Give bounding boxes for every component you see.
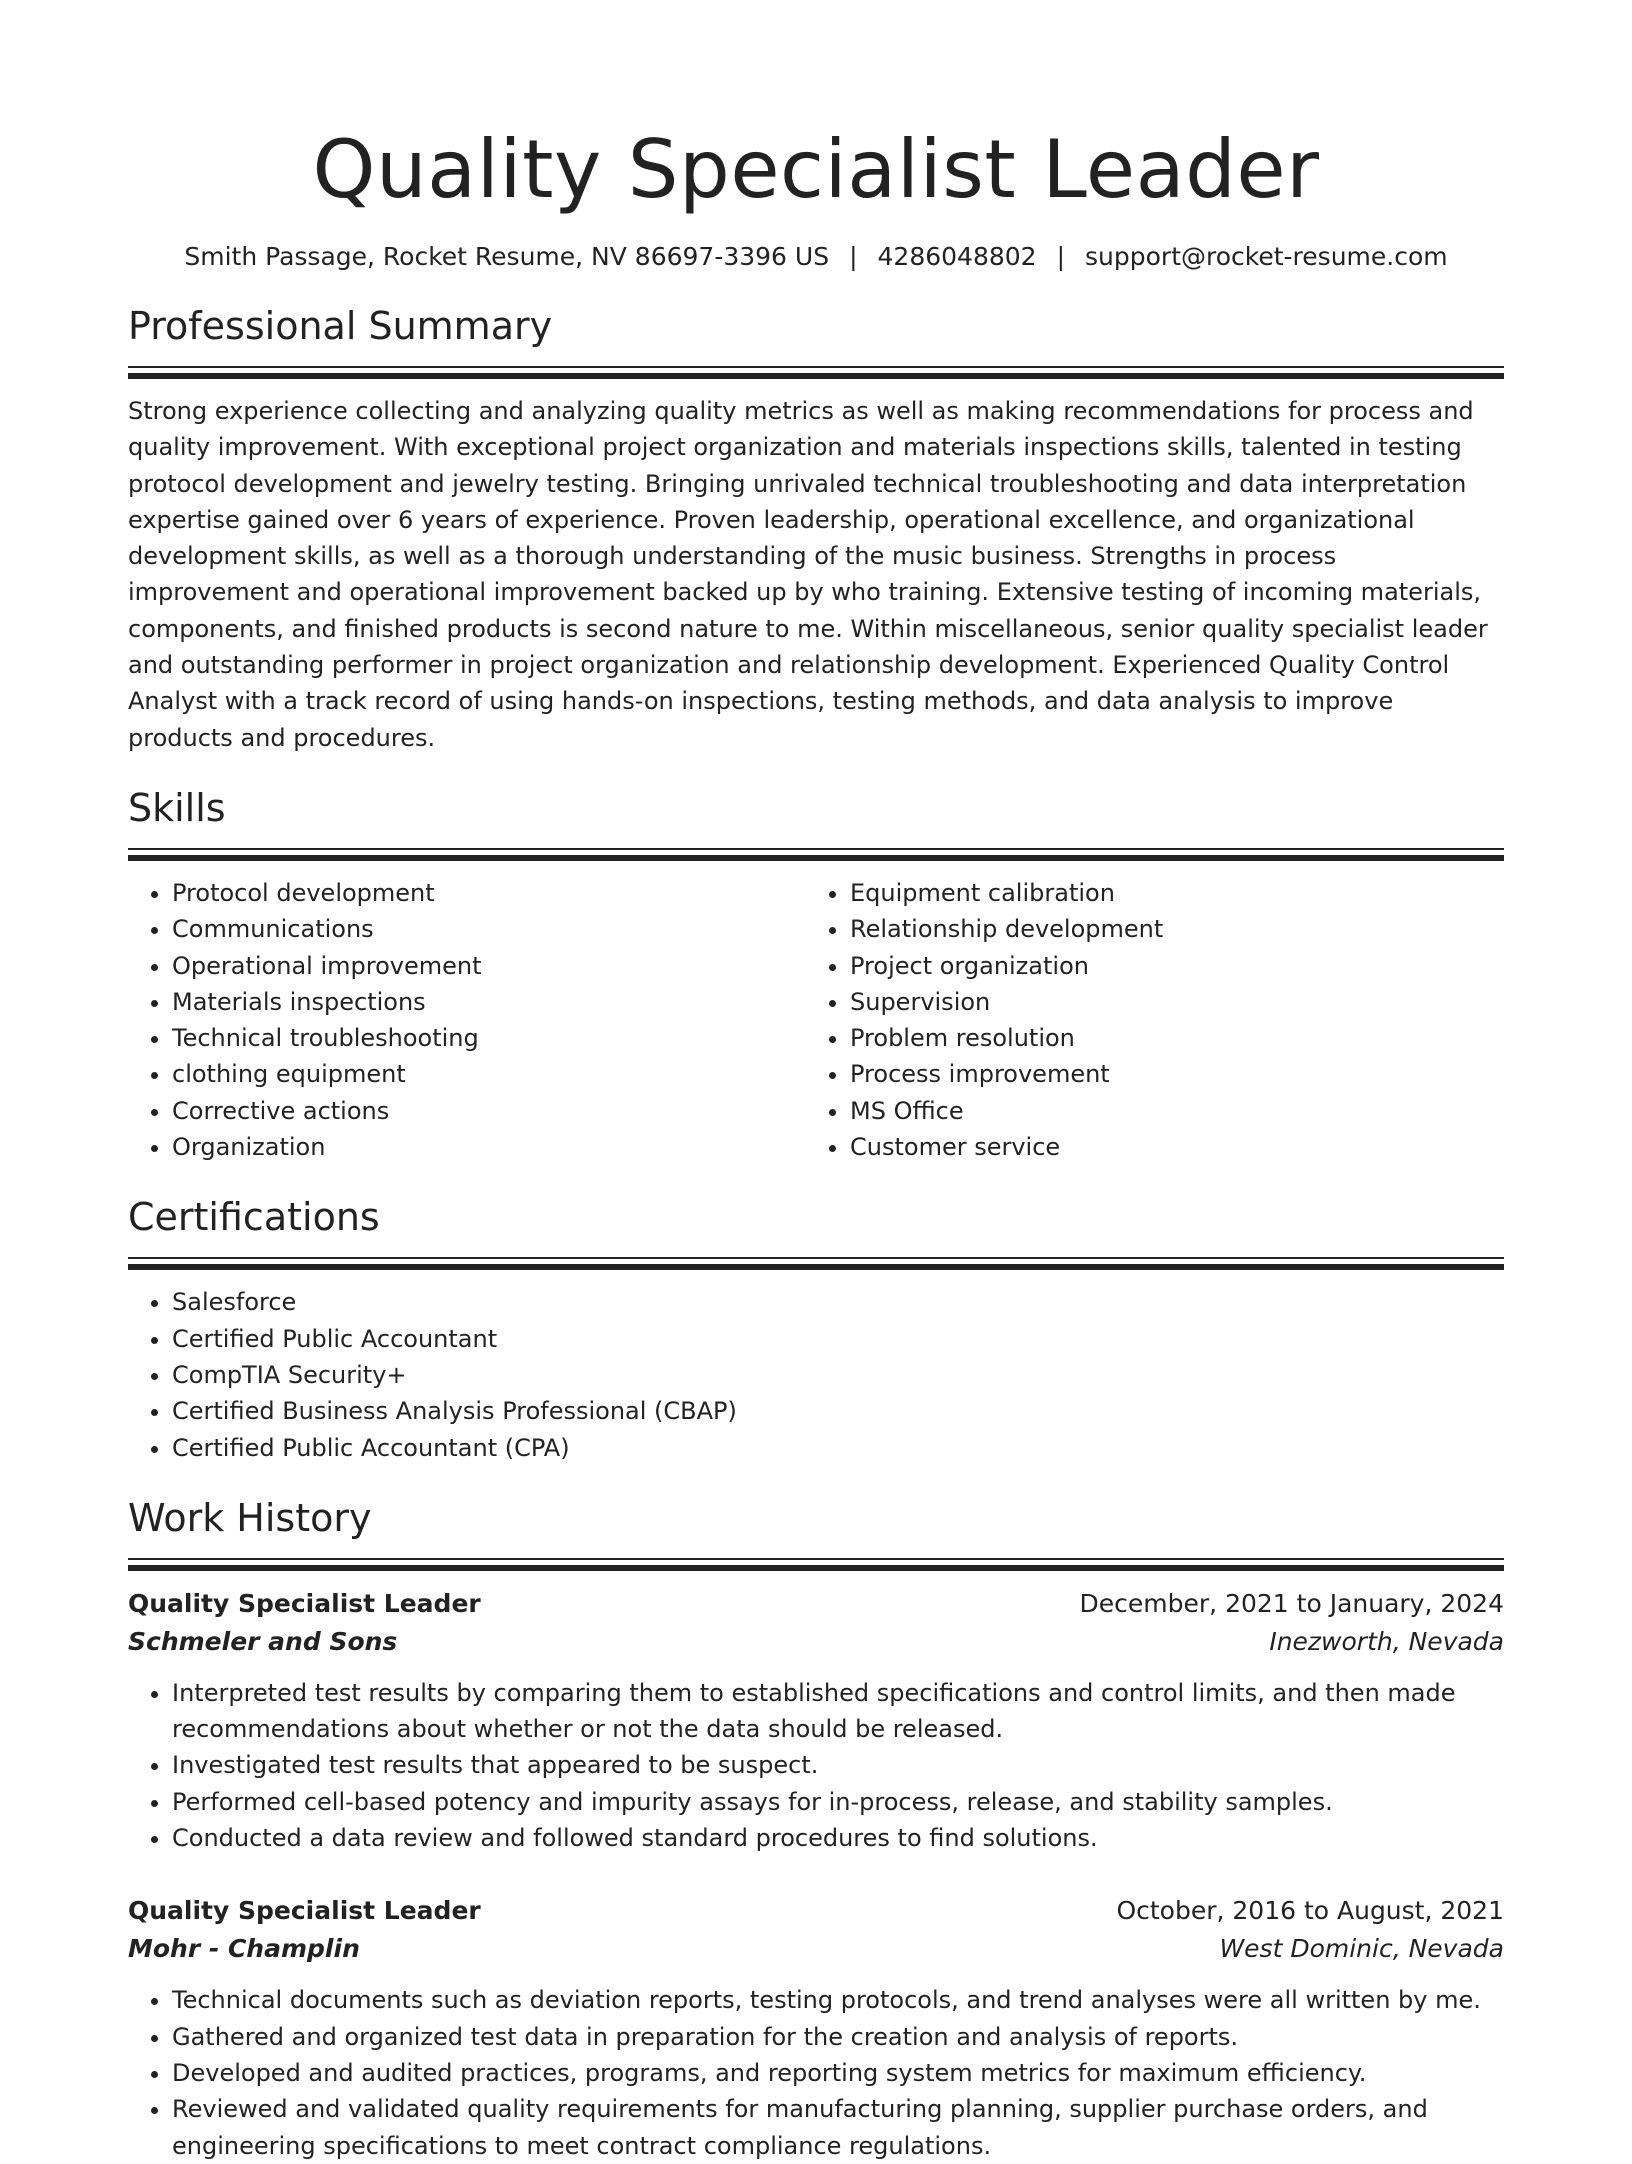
job-bullet: • Reviewed and validated quality requirements for manufacturing planning, supplier purchase orders, and engineering specifications to meet contract compliance regulations. xyxy=(172,2091,1504,2164)
job-company: Schmeler and Sons xyxy=(128,1626,398,1656)
skills-section xyxy=(128,782,1504,1165)
skill-item: • Relationship development xyxy=(850,911,1504,947)
contact-address: Smith Passage, Rocket Resume, NV 86697-3396 US xyxy=(184,242,830,271)
job-title: Quality Specialist Leader xyxy=(128,1588,481,1618)
skill-item: • Protocol development xyxy=(172,875,806,911)
job-title: Quality Specialist Leader xyxy=(128,1896,481,1926)
skill-item: • Operational improvement xyxy=(172,948,806,984)
certifications-section xyxy=(128,1191,1504,1465)
skill-item: • Problem resolution xyxy=(850,1020,1504,1056)
job-bullet: • Gathered and organized test data in preparation for the creation and analysis of reports. xyxy=(172,2019,1504,2055)
work-history-title: Work History xyxy=(128,1495,372,1540)
skill-item: • Equipment calibration xyxy=(850,875,1504,911)
work-history-section xyxy=(128,1492,1504,2164)
skill-item: • Corrective actions xyxy=(172,1093,806,1129)
certification-item: • Salesforce xyxy=(172,1284,1504,1320)
summary-text: Strong experience collecting and analyzing quality metrics as well as making recommendations for process and quality improvement. With exceptional project organization and materials inspections skills, talented in testing protocol development and jewelry testing. Bringing unrivaled technical troubleshooting and data interpretation expertise gained over 6 years of experience. Proven leadership, operational excellence, and organizational development skills, as well as a thorough understanding of the music business. Strengths in process improvement and operational improvement backed up by who training. Extensive testing of incoming materials, components, and finished products is second nature to me. Within miscellaneous, senior quality specialist leader and outstanding performer in project organization and relationship development. Experienced Quality Control Analyst with a track record of using hands-on inspections, testing methods, and data analysis to improve products and procedures. xyxy=(128,397,1488,752)
job-bullet: • Developed and audited practices, programs, and reporting system metrics for maximum efficiency. xyxy=(172,2055,1504,2091)
certifications-list xyxy=(128,1284,1504,1465)
contact-line xyxy=(128,240,1504,274)
job-entry xyxy=(128,1585,1504,1856)
summary-title: Professional Summary xyxy=(128,304,553,348)
section-divider xyxy=(128,1257,1504,1270)
skill-item: • MS Office xyxy=(850,1093,1504,1129)
skills-list-left xyxy=(128,875,806,1165)
job-company-row xyxy=(128,1623,1504,1661)
job-location: West Dominic, Nevada xyxy=(1219,1934,1504,1964)
skill-item: • Customer service xyxy=(850,1129,1504,1165)
certification-item: • Certified Public Accountant (CPA) xyxy=(172,1430,1504,1466)
contact-separator: | xyxy=(849,242,858,271)
skill-item: • clothing equipment xyxy=(172,1056,806,1092)
skill-item: • Technical troubleshooting xyxy=(172,1020,806,1056)
skill-item: • Process improvement xyxy=(850,1056,1504,1092)
skills-list-right xyxy=(806,875,1504,1165)
job-bullet: • Interpreted test results by comparing them to established specifications and control limits, and then made recommendations about whether or not the data should be released. xyxy=(172,1675,1504,1748)
skills-grid xyxy=(128,875,1504,1165)
job-bullet: • Conducted a data review and followed standard procedures to find solutions. xyxy=(172,1820,1504,1856)
contact-phone: 4286048802 xyxy=(877,242,1037,271)
contact-email: support@rocket-resume.com xyxy=(1085,242,1448,271)
job-header-row xyxy=(128,1892,1504,1930)
job-bullet: • Performed cell-based potency and impurity assays for in-process, release, and stability samples. xyxy=(172,1784,1504,1820)
job-bullet: • Technical documents such as deviation reports, testing protocols, and trend analyses were all written by me. xyxy=(172,1982,1504,2018)
job-company: Mohr - Champlin xyxy=(128,1934,360,1964)
certification-item: • Certified Business Analysis Professional (CBAP) xyxy=(172,1393,1504,1429)
resume-name: Quality Specialist Leader xyxy=(312,123,1320,216)
skills-title: Skills xyxy=(128,785,226,830)
job-bullet: • Investigated test results that appeared to be suspect. xyxy=(172,1747,1504,1783)
job-dates: December, 2021 to January, 2024 xyxy=(1079,1588,1504,1618)
job-bullets xyxy=(128,1982,1504,2163)
certification-item: • CompTIA Security+ xyxy=(172,1357,1504,1393)
job-company-row xyxy=(128,1930,1504,1968)
skill-item: • Organization xyxy=(172,1129,806,1165)
job-dates: October, 2016 to August, 2021 xyxy=(1116,1896,1504,1926)
skill-item: • Supervision xyxy=(850,984,1504,1020)
job-entry xyxy=(128,1892,1504,2163)
section-divider xyxy=(128,1558,1504,1571)
summary-section xyxy=(128,300,1504,756)
contact-separator: | xyxy=(1056,242,1066,271)
section-divider xyxy=(128,366,1504,379)
skill-item: • Materials inspections xyxy=(172,984,806,1020)
skill-item: • Project organization xyxy=(850,948,1504,984)
job-bullets xyxy=(128,1675,1504,1856)
certifications-title: Certifications xyxy=(128,1195,380,1240)
job-location: Inezworth, Nevada xyxy=(1269,1626,1504,1656)
section-divider xyxy=(128,848,1504,861)
job-header-row xyxy=(128,1585,1504,1623)
certification-item: • Certified Public Accountant xyxy=(172,1321,1504,1357)
skill-item: • Communications xyxy=(172,911,806,947)
